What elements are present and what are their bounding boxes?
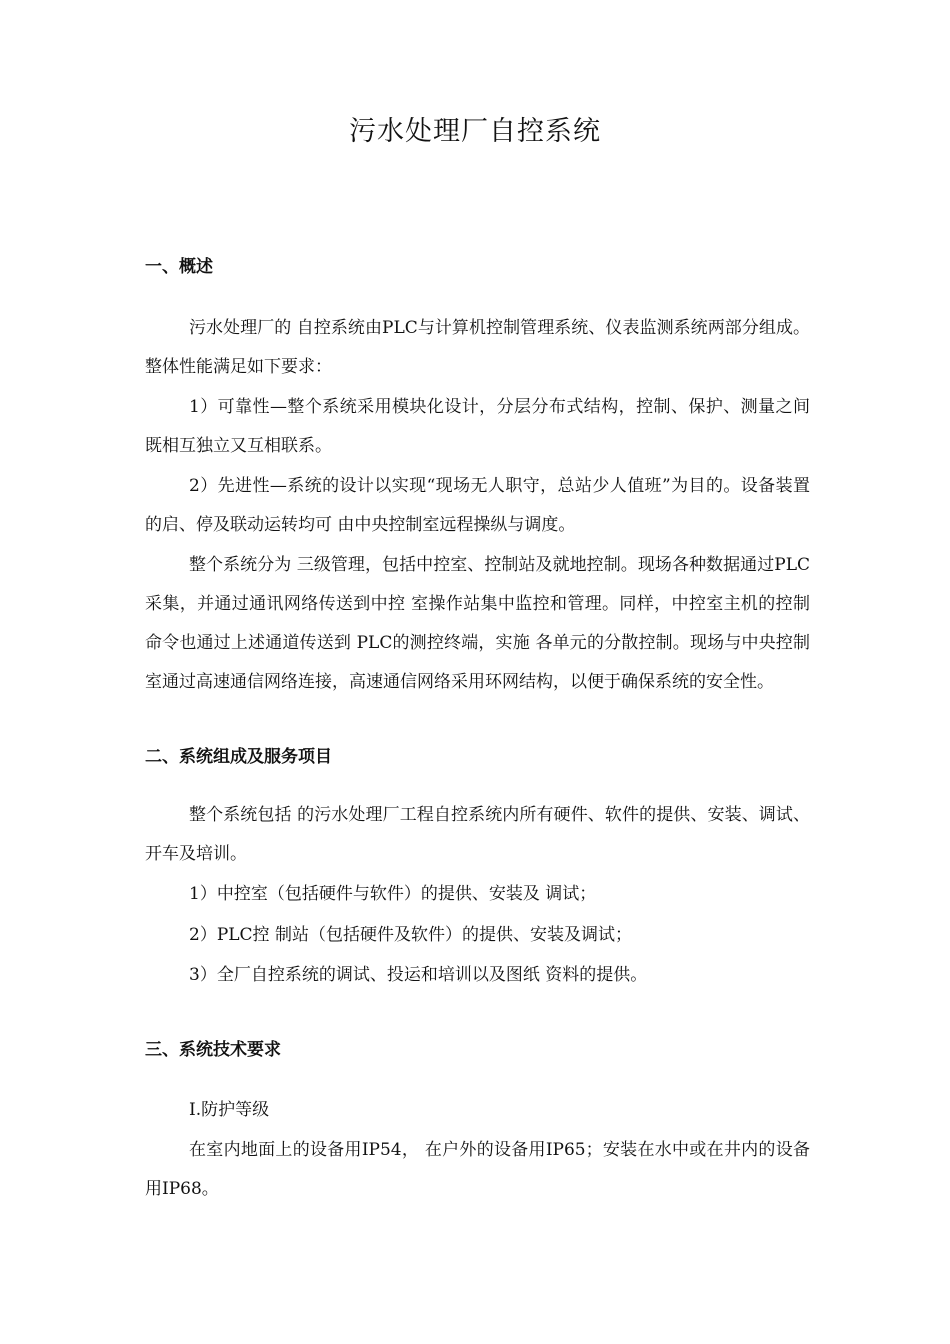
- list-item-control-room: 1）中控室（包括硬件与软件）的提供、安装及 调试；: [189, 884, 597, 904]
- paragraph-system-structure: 整个系统分为 三级管理，包括中控室、控制站及就地控制。现场各种数据通过PLC采集，并通过通讯网络传送到中控 室操作站集中监控和管理。同样，中控室主机的控制命令也通过上述通道传送到 PLC的测控终端，实施 各单元的分散控制。现场与中央控制室通过高速通信网络连接，高速通信网络采用环网结构，以便于确保系统的安全性。: [145, 555, 810, 692]
- subheading-protection-level: Ⅰ.防护等级: [189, 1100, 270, 1120]
- paragraph-composition-intro: 整个系统包括 的污水处理厂工程自控系统内所有硬件、软件的提供、安装、调试、开车及培训。: [145, 805, 810, 864]
- paragraph-reliability: 1）可靠性—整个系统采用模块化设计，分层分布式结构，控制、保护、测量之间既相互独立又互相联系。: [145, 397, 810, 456]
- paragraph-advancement: 2）先进性—系统的设计以实现“现场无人职守，总站少人值班”为目的。设备装置的启、停及联动运转均可 由中央控制室远程操纵与调度。: [145, 476, 810, 535]
- section-heading-composition: 二、系统组成及服务项目: [145, 747, 332, 767]
- section-heading-technical-requirements: 三、系统技术要求: [145, 1040, 281, 1060]
- paragraph-overview-intro: 污水处理厂的 自控系统由PLC与计算机控制管理系统、仪表监测系统两部分组成。整体性能满足如下要求：: [145, 318, 810, 377]
- list-item-commissioning: 3）全厂自控系统的调试、投运和培训以及图纸 资料的提供。: [189, 965, 648, 985]
- document-title: 污水处理厂自控系统: [349, 116, 601, 147]
- section-heading-overview: 一、概述: [145, 257, 213, 277]
- list-item-plc-station: 2）PLC控 制站（包括硬件及软件）的提供、安装及调试；: [189, 925, 632, 945]
- paragraph-protection-level: 在室内地面上的设备用IP54， 在户外的设备用IP65；安装在水中或在井内的设备用IP68。: [145, 1140, 810, 1199]
